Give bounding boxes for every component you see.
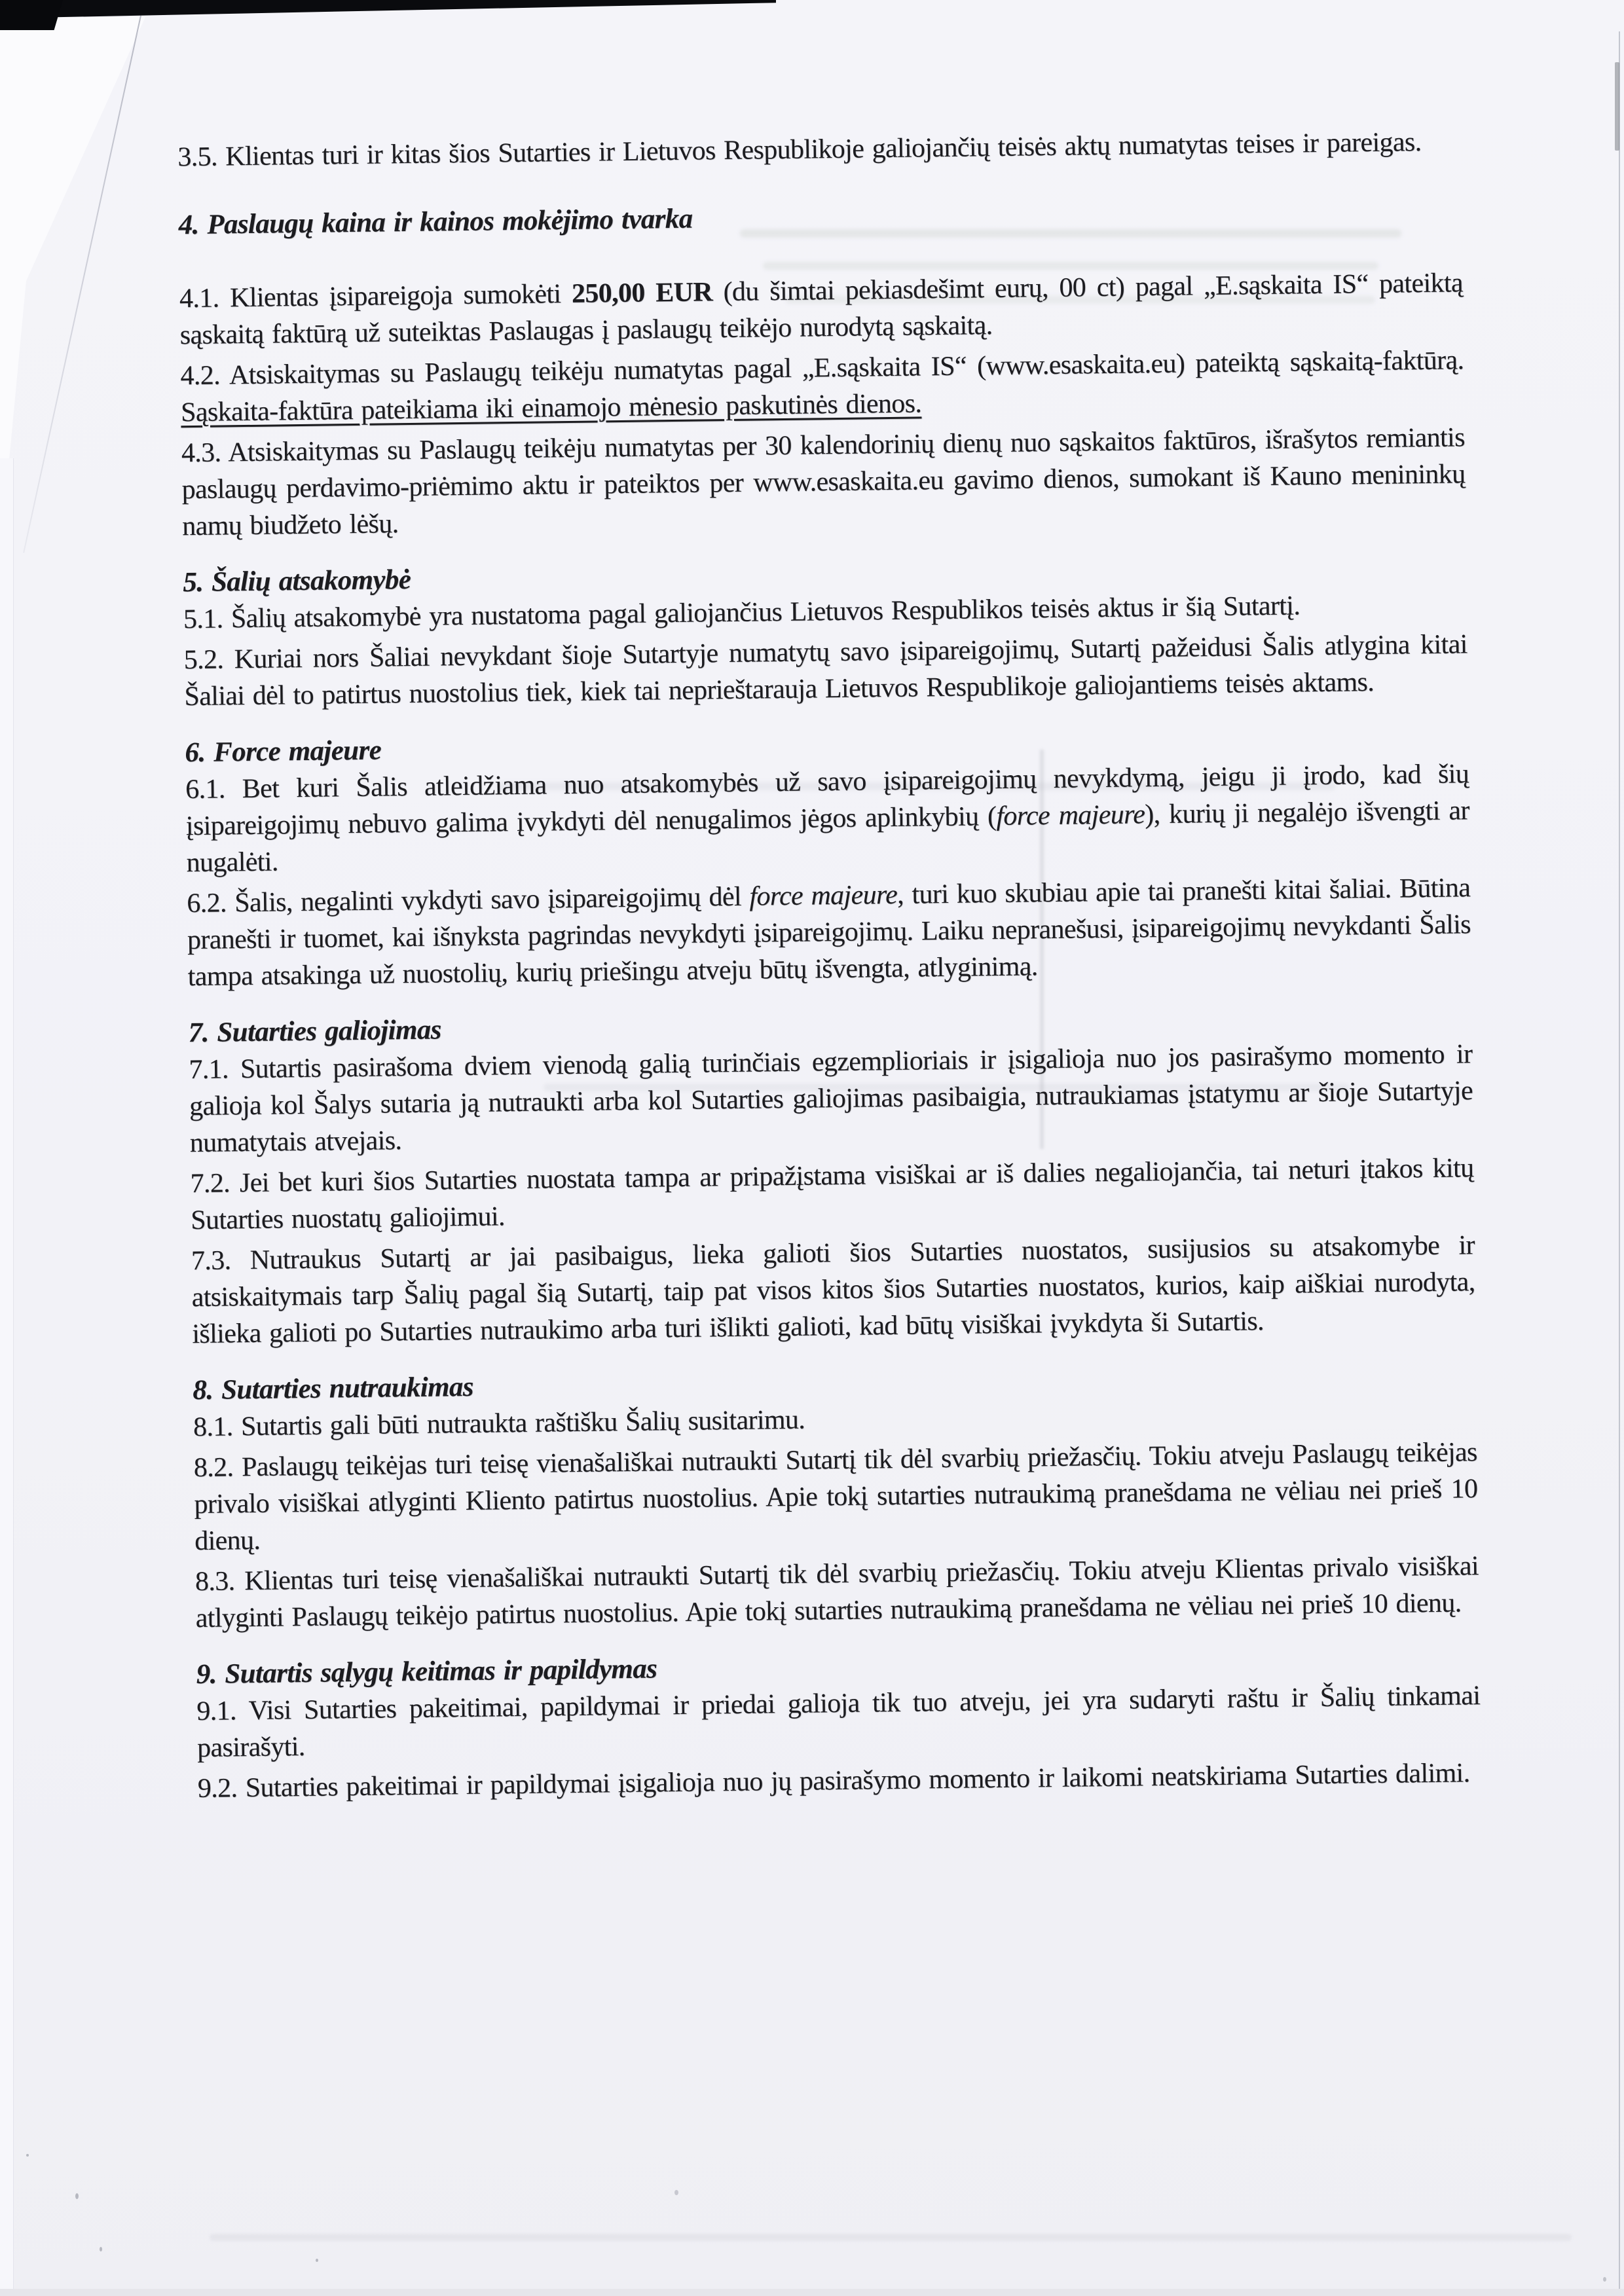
clause-segment: Bet kuri Šalis atleidžiama nuo atsakomybės už savo įsipareigojimų nevykdymą, jeigu ji įrodo, kad šių įsipareigojimų nebuvo galima įvykdyti dėl nenugalimos jėgos aplinkybių ( xyxy=(185,759,1469,842)
clause-segment: Atsiskaitymas su Paslaugų teikėju numatytas per 30 kalendorinių dienų nuo sąskaitos faktūros, išrašytos remiantis paslaugų perdavimo-priėmimo aktu ir pateiktos per www.esaskaita.eu gavimo dienos, sumokant iš Kauno menininkų namų biudžeto lėšų. xyxy=(181,422,1466,542)
clause-6-1 xyxy=(185,756,1470,881)
clause-number: 5.1. xyxy=(183,604,223,635)
ghost-bleed-line xyxy=(210,2234,1572,2241)
clause-segment: force majeure xyxy=(996,799,1145,832)
clause-segment: ), kurių ji negalėjo išvengti ar nugalėti. xyxy=(186,795,1470,879)
clause-segment: Nutraukus Sutartį ar jai pasibaigus, lieka galioti šios Sutarties nuostatos, susijusios su atsakomybe ir atsiskaitymais tarp Šalių pagal šią Sutartį, taip pat visos kitos šios Sutarties nuostatos, kurios, kaip aiškiai nurodyta, išlieka galioti po Sutarties nutraukimo arba turi išlikti galioti, kad būtų visiškai įvykdyta ši Sutartis. xyxy=(191,1230,1475,1350)
section-9 xyxy=(196,1641,1481,1807)
clause-number: 9.2. xyxy=(197,1773,238,1804)
clause-segment: Šalių atsakomybė yra nustatoma pagal galiojančius Lietuvos Respublikos teisės aktus ir šią Sutartį. xyxy=(231,591,1301,634)
paper-speck xyxy=(26,2154,29,2157)
clause-4-1 xyxy=(179,264,1464,354)
clause-segment: Paslaugų teikėjas turi teisę vienašališkai nutraukti Sutartį tik dėl svarbių priežasčių. Tokiu atveju Paslaugų teikėjas privalo visiškai atlyginti Kliento patirtus nuostolius. Apie tokį sutarties nutraukimą pranešdama ne vėliau nei prieš 10 dienų. xyxy=(194,1437,1478,1557)
clause-number: 4.3. xyxy=(181,437,221,469)
paper-speck xyxy=(100,2247,102,2251)
clause-number: 9.1. xyxy=(196,1696,237,1727)
clause-segment: Kuriai nors Šaliai nevykdant šioje Sutartyje numatytų savo įsipareigojimų, Sutartį pažeidusi Šalis atlygina kitai Šaliai dėl to patirtus nuostolius tiek, kiek tai neprieštarauja Lietuvos Respublikoje galiojantiems teisės aktams. xyxy=(184,629,1467,712)
clause-segment: , turi kuo skubiau apie tai pranešti kitai šaliai. Būtina pranešti ir tuomet, kai išnyksta pagrindas nevykdyti įsipareigojimų. Laiku nepranešusi, įsipareigojimų nevykdanti Šalis tampa atsakinga už nuostolių, kurių priešingu atveju būtų išvengta, atlyginimą. xyxy=(187,873,1471,993)
clause-4-2 xyxy=(180,342,1464,431)
section-4 xyxy=(178,191,1466,545)
paper-speck xyxy=(75,2193,79,2199)
clause-segment: Klientas turi teisę vienašališkai nutraukti Sutartį tik dėl svarbių priežasčių. Tokiu atveju Klientas privalo visiškai atlyginti Paslaugų teikėjo patirtus nuostolius. Apie tokį sutarties nutraukimą pranešdama ne vėliau nei prieš 10 dienų. xyxy=(195,1551,1479,1634)
clause-segment: Klientas įsipareigoja sumokėti xyxy=(229,278,572,314)
clause-9-1 xyxy=(196,1677,1481,1766)
section-heading-4: 4. Paslaugų kaina ir kainos mokėjimo tvarka xyxy=(178,203,693,241)
clause-8-3 xyxy=(195,1548,1479,1637)
clause-6-2 xyxy=(187,869,1471,995)
clause-segment: Atsiskaitymas su Paslaugų teikėju numatytas pagal „E.sąskaita IS“ (www.esaskaita.eu) pateiktą sąskaitą-faktūrą. xyxy=(229,345,1464,391)
clause-5-2 xyxy=(183,626,1467,715)
clause-segment: force majeure xyxy=(749,879,898,912)
section-8 xyxy=(193,1357,1479,1637)
paper-speck xyxy=(1603,2277,1606,2282)
clause-7-2 xyxy=(190,1150,1474,1239)
clause-7-3 xyxy=(191,1227,1476,1353)
clause-segment: Klientas turi ir kitas šios Sutarties ir Lietuvos Respublikoje galiojančių teisės aktų numatytas teises ir pareigas. xyxy=(225,127,1422,172)
right-edge-smudge xyxy=(1615,62,1619,151)
clause-number: 7.3. xyxy=(191,1245,231,1277)
clause-8-2 xyxy=(194,1434,1479,1559)
section-heading-6: 6. Force majeure xyxy=(185,735,382,769)
clause-number: 4.1. xyxy=(179,283,219,314)
clause-3-5 xyxy=(177,123,1462,175)
clause-segment: 250,00 EUR xyxy=(571,277,713,309)
clause-segment: Visi Sutarties pakeitimai, papildymai ir priedai galioja tik tuo atveju, jei yra sudaryti raštu ir Šalių tinkamai pasirašyti. xyxy=(196,1681,1481,1764)
clause-number: 8.3. xyxy=(194,1566,235,1597)
clause-segment: Šalis, negalinti vykdyti savo įsipareigojimų dėl xyxy=(234,881,750,919)
clause-4-3 xyxy=(181,419,1466,545)
clause-number: 5.2. xyxy=(183,644,224,676)
clause-number: 7.2. xyxy=(190,1168,231,1199)
section-heading-8: 8. Sutarties nutraukimas xyxy=(193,1371,474,1406)
clause-segment: (du šimtai pekiasdešimt eurų, 00 ct) pagal „E.sąskaita IS“ pateiktą sąskaitą faktūrą už suteiktas Paslaugas į paslaugų teikėjo nurodytą sąskaitą. xyxy=(179,268,1464,351)
paper-speck xyxy=(316,2259,318,2262)
clause-segment: Sąskaita-faktūra pateikiama iki einamojo mėnesio paskutinės dienos. xyxy=(180,388,922,428)
section-heading-7: 7. Sutarties galiojimas xyxy=(188,1014,441,1049)
clause-number: 6.1. xyxy=(185,774,225,805)
clause-number: 8.1. xyxy=(193,1412,233,1443)
clause-number: 3.5. xyxy=(177,141,218,173)
section-6 xyxy=(185,719,1471,995)
clause-7-1 xyxy=(189,1036,1473,1161)
clause-segment: Sutarties pakeitimai ir papildymai įsigalioja nuo jų pasirašymo momento ir laikomi neatskiriama Sutarties dalimi. xyxy=(245,1758,1470,1804)
section-heading-9: 9. Sutartis sąlygų keitimas ir papildymas xyxy=(196,1653,657,1690)
clause-segment: Sutartis pasirašoma dviem vienodą galią turinčiais egzemplioriais ir įsigalioja nuo jos pasirašymo momento ir galioja kol Šalys sutaria ją nutraukti arba kol Sutarties galiojimas pasibaigia, nutraukiamas įstatymu ar šioje Sutartyje numatytais atvejais. xyxy=(189,1039,1473,1159)
clause-number: 6.2. xyxy=(187,888,227,919)
paper-speck xyxy=(674,2190,678,2195)
section-5 xyxy=(183,549,1468,715)
section-7 xyxy=(188,999,1475,1353)
clause-number: 8.2. xyxy=(193,1452,234,1484)
clause-segment: Jei bet kuri šios Sutarties nuostata tampa ar pripažįstama visiškai ar iš dalies negaliojančia, tai neturi įtakos kitų Sutarties nuostatų galiojimui. xyxy=(190,1153,1474,1236)
section-heading-5: 5. Šalių atsakomybė xyxy=(183,564,411,598)
bottom-page-edge xyxy=(0,2289,1624,2296)
clause-segment: Sutartis gali būti nutraukta raštišku Šalių susitarimu. xyxy=(240,1404,805,1442)
clause-number: 7.1. xyxy=(189,1054,229,1085)
clause-number: 4.2. xyxy=(180,360,221,392)
